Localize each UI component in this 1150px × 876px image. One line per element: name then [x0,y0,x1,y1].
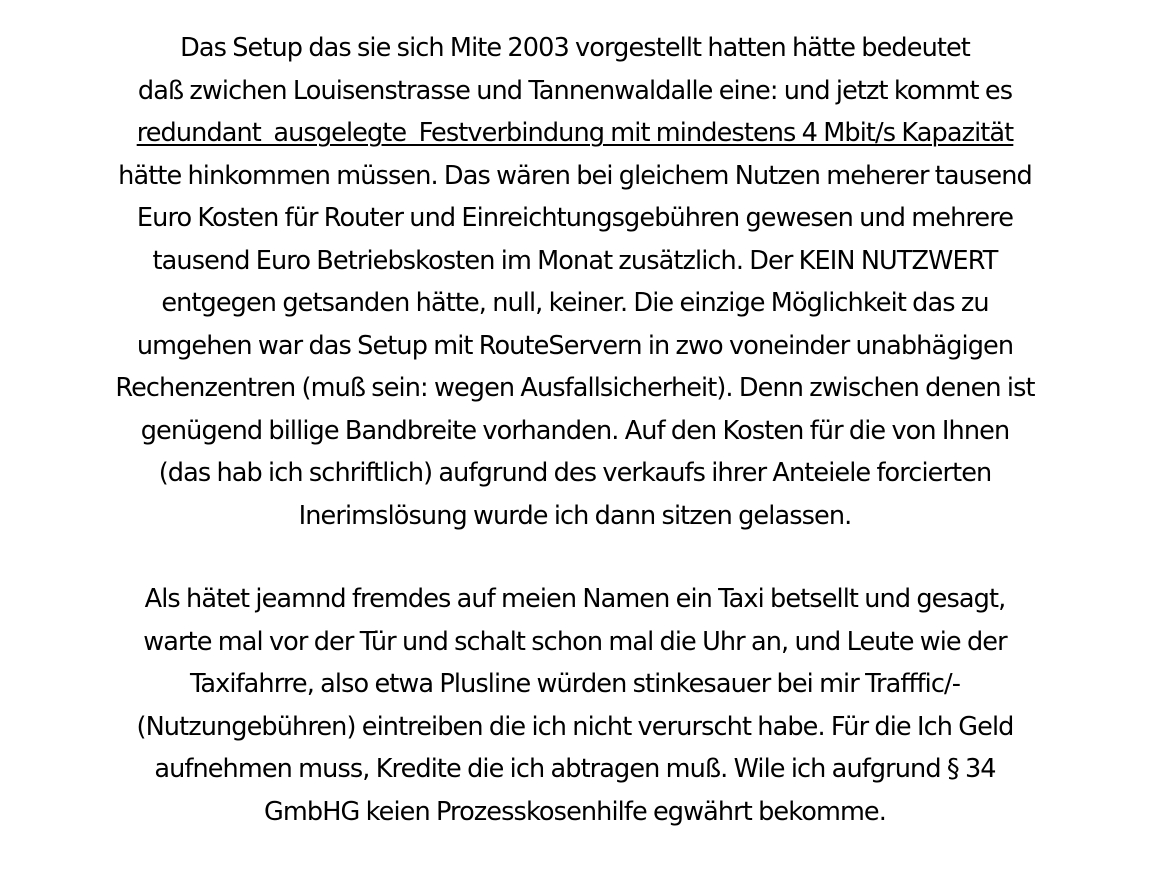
text-line: tausend Euro Betriebskosten im Monat zusätzlich. Der KEIN NUTZWERT [152,245,998,276]
text-line: umgehen war das Setup mit RouteServern in zwo voneinder unabhägigen [136,330,1014,361]
text-line: Euro Kosten für Router und Einreichtungsgebühren gewesen und mehrere [136,203,1014,233]
text-line: Inerimslösung wurde ich dann sitzen gelassen. [298,500,852,531]
paragraph-1 [0,27,1150,537]
underlined-text-line: redundant ausgelegte Festverbindung mit mindestens 4 Mbit/s Kapazität [136,118,1014,148]
text-line: genügend billige Bandbreite vorhanden. Auf den Kosten für die von Ihnen [140,415,1010,446]
text-line: daß zwichen Louisenstrasse und Tannenwaldalle eine: und jetzt kommt es [137,75,1013,106]
text-line: warte mal vor der Tür und schalt schon mal die Uhr an, und Leute wie der [143,626,1007,657]
text-line: GmbHG keien Prozesskosenhilfe egwährt bekomme. [264,796,886,827]
text-line: aufnehmen muss, Kredite die ich abtragen muß. Wile ich aufgrund § 34 [154,754,996,784]
text-line: hätte hinkommen müssen. Das wären bei gleichem Nutzen meherer tausend [118,160,1032,191]
text-line: entgegen getsanden hätte, null, keiner. Die einzige Möglichkeit das zu [161,288,989,318]
text-line: Als hätet jeamnd fremdes auf meien Namen ein Taxi betsellt und gesagt, [144,584,1006,614]
text-line: Das Setup das sie sich Mite 2003 vorgestellt hatten hätte bedeutet [180,33,970,63]
text-line: Taxifahrre, also etwa Plusline würden stinkesauer bei mir Trafffic/- [189,669,961,699]
text-line: (das hab ich schriftlich) aufgrund des verkaufs ihrer Anteiele forcierten [158,458,992,488]
paragraph-2 [0,578,1150,833]
text-line: (Nutzungebühren) eintreiben die ich nicht verurscht habe. Für die Ich Geld [136,711,1014,742]
text-line: Rechenzentren (muß sein: wegen Ausfallsicherheit). Denn zwischen denen ist [115,373,1035,403]
